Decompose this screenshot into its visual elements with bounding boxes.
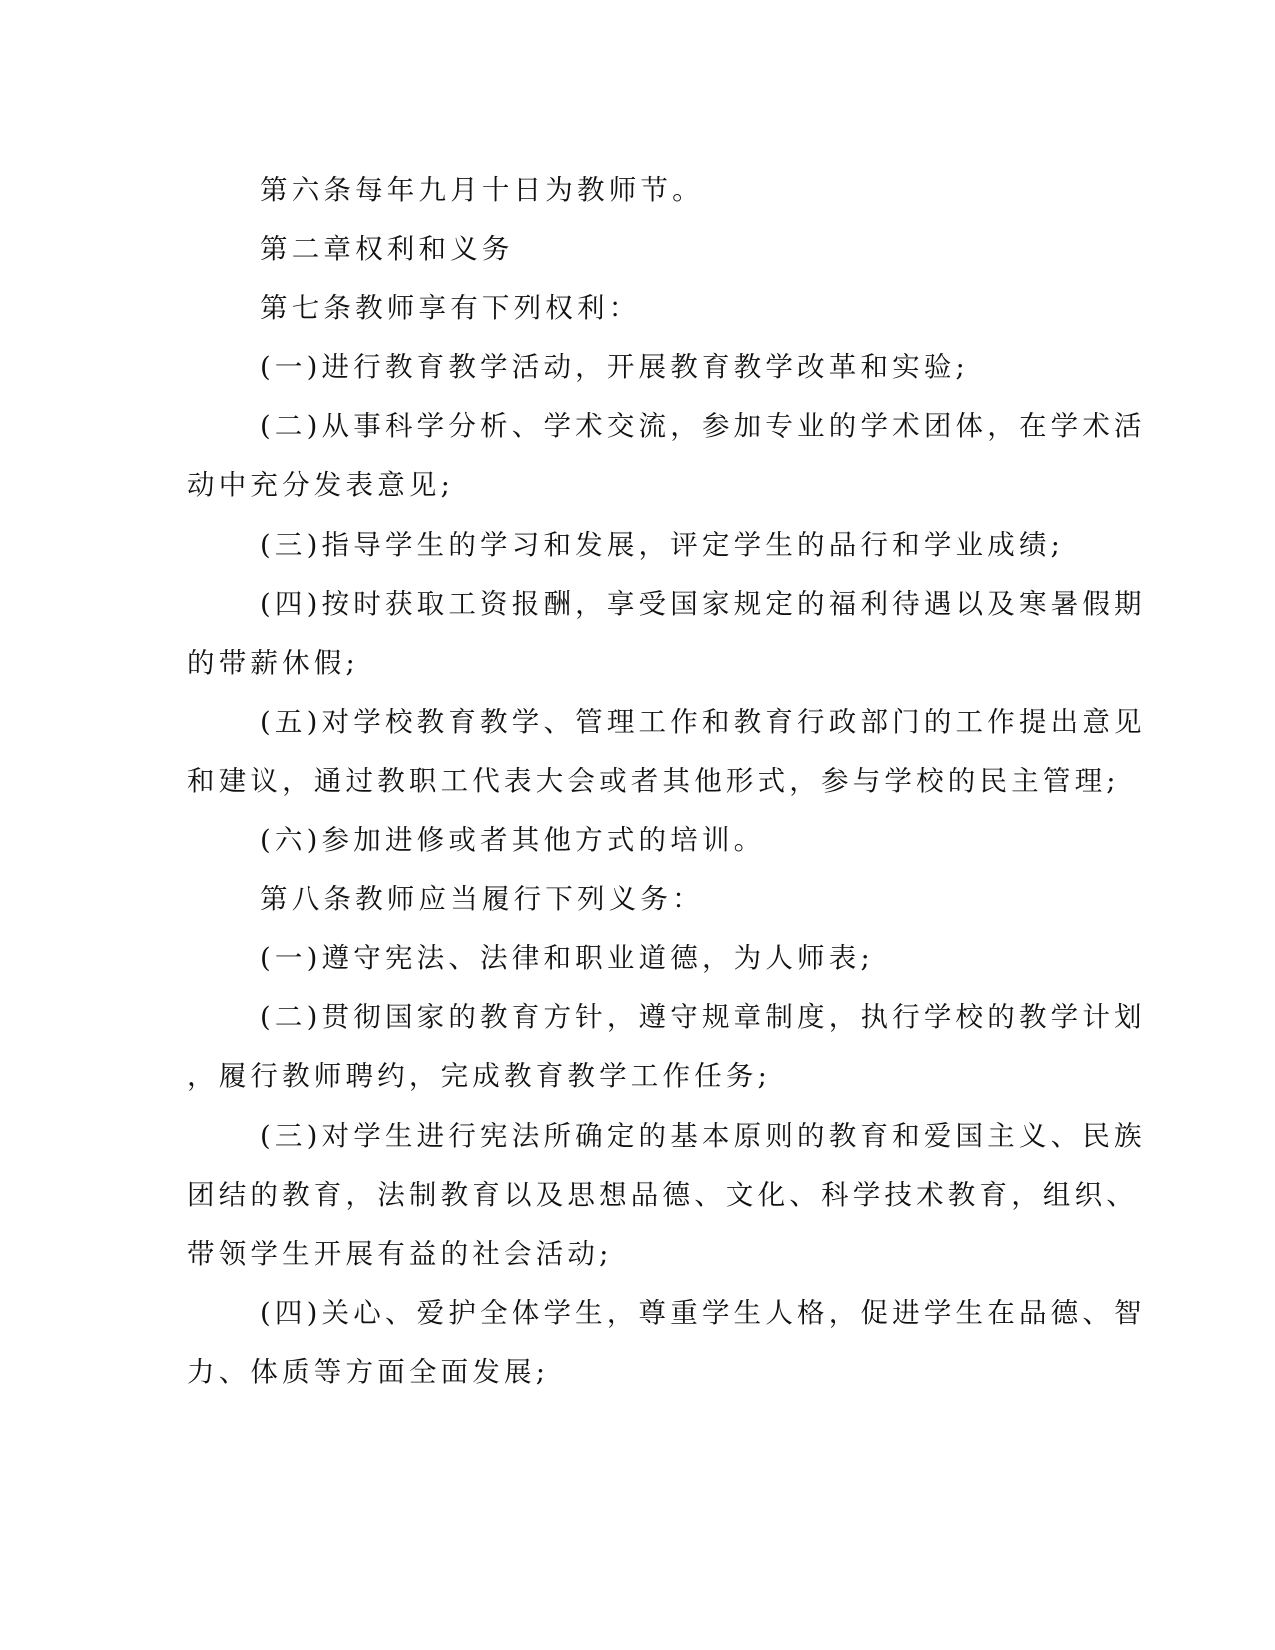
text-line-duty-1: (一)遵守宪法、法律和职业道德，为人师表; [260, 942, 874, 975]
text-line-article-7: 第七条教师享有下列权利： [260, 292, 641, 325]
text-line-duty-3-cont-2: 带领学生开展有益的社会活动; [187, 1237, 613, 1270]
text-line-duty-2-cont: ，履行教师聘约，完成教育教学工作任务; [187, 1060, 772, 1093]
text-line-duty-3: (三)对学生进行宪法所确定的基本原则的教育和爱国主义、民族 [260, 1119, 1146, 1152]
text-line-right-3: (三)指导学生的学习和发展，评定学生的品行和学业成绩; [260, 528, 1065, 561]
text-line-right-1: (一)进行教育教学活动，开展教育教学改革和实验; [260, 351, 970, 384]
text-line-right-2: (二)从事科学分析、学术交流，参加专业的学术团体，在学术活 [260, 410, 1146, 443]
text-line-article-6: 第六条每年九月十日为教师节。 [260, 174, 704, 206]
text-line-duty-3-cont-1: 团结的教育，法制教育以及思想品德、文化、科学技术教育，组织、 [187, 1178, 1138, 1211]
document-body [187, 161, 1146, 1402]
text-line-article-8: 第八条教师应当履行下列义务： [260, 883, 704, 916]
text-line-right-5: (五)对学校教育教学、管理工作和教育行政部门的工作提出意见 [260, 705, 1146, 738]
text-line-right-4: (四)按时获取工资报酬，享受国家规定的福利待遇以及寒暑假期 [260, 587, 1146, 620]
text-line-right-5-cont: 和建议，通过教职工代表大会或者其他形式，参与学校的民主管理; [187, 764, 1120, 797]
text-line-duty-4-cont: 力、体质等方面全面发展; [187, 1355, 550, 1388]
text-line-right-4-cont: 的带薪休假; [187, 646, 359, 679]
text-line-duty-4: (四)关心、爱护全体学生，尊重学生人格，促进学生在品德、智 [260, 1296, 1146, 1329]
text-line-duty-2: (二)贯彻国家的教育方针，遵守规章制度，执行学校的教学计划 [260, 1001, 1146, 1034]
text-line-right-6: (六)参加进修或者其他方式的培训。 [260, 824, 766, 857]
text-line-chapter-2-heading: 第二章权利和义务 [260, 233, 514, 266]
text-line-right-2-cont: 动中充分发表意见; [187, 469, 455, 502]
